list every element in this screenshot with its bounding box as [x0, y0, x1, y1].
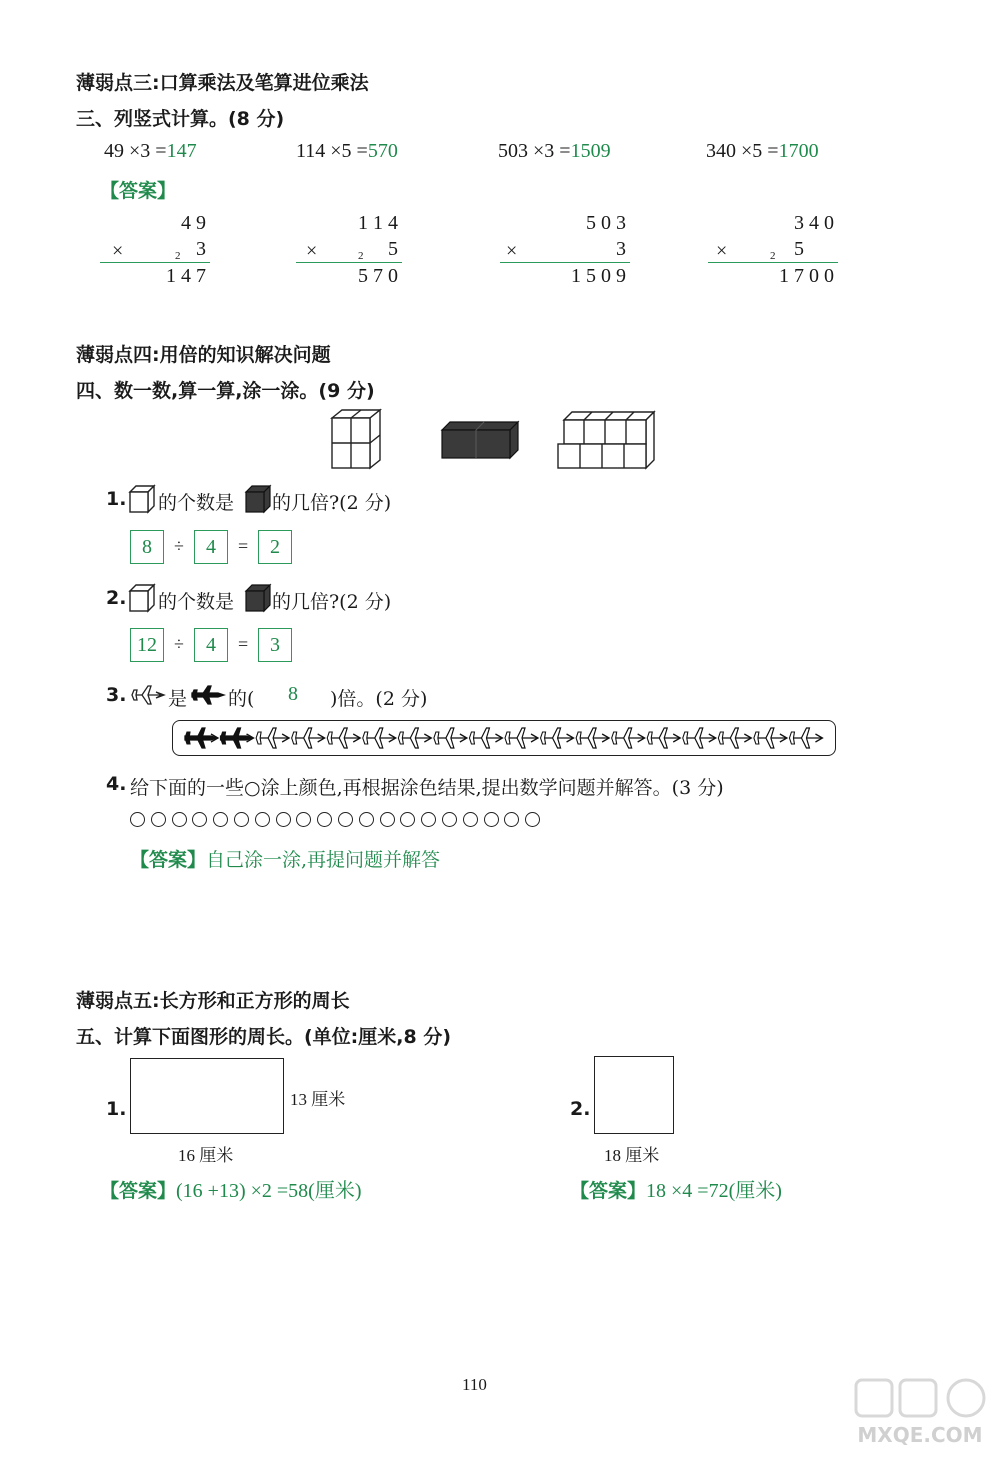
q1-answer-box-b[interactable]: 4 [194, 530, 228, 564]
vertical-calc-3 [500, 210, 630, 290]
white-plane-icon [541, 728, 574, 748]
vc-top: 4 9 [181, 212, 206, 234]
vc-bottom: 5 [794, 238, 804, 260]
circle-item[interactable] [463, 812, 478, 827]
q4-answer [130, 845, 440, 872]
q2-text-b: 的几倍?(2 分) [272, 591, 392, 613]
vc-carry: 2 [358, 250, 364, 262]
q3-number: 3. [106, 684, 127, 706]
vc-result: 1 5 0 9 [571, 265, 626, 287]
black-plane-icon [221, 728, 254, 748]
problem-1 [104, 140, 197, 163]
circle-item[interactable] [400, 812, 415, 827]
q1-text-a: 的个数是 [158, 492, 235, 514]
white-plane-icon [469, 728, 502, 748]
vc-sign: × [716, 240, 728, 262]
answer-text: 自己涂一涂,再提问题并解答 [206, 849, 441, 871]
vc-carry: 2 [175, 250, 181, 262]
watermark-icon [850, 1372, 990, 1452]
section5-heading: 薄弱点五:长方形和正方形的周长 [76, 990, 350, 1012]
white-plane-icon [292, 728, 325, 748]
white-plane-icon [683, 728, 716, 748]
fig2-bottom-label: 18 厘米 [604, 1146, 660, 1165]
q1-text-b: 的几倍?(2 分) [272, 492, 392, 514]
fig1-number: 1. [106, 1098, 127, 1120]
fig2-number: 2. [570, 1098, 591, 1120]
black-plane-icon [190, 684, 226, 706]
q3-text-c: )倍。(2 分) [330, 688, 428, 710]
circle-item[interactable] [338, 812, 353, 827]
vertical-calc-2 [296, 210, 402, 290]
white-plane-icon [754, 728, 787, 748]
white-cube-row-icon [556, 408, 656, 470]
circle-item[interactable] [380, 812, 395, 827]
vertical-calc-4 [708, 210, 838, 290]
q2-number: 2. [106, 587, 127, 609]
problem-result: 570 [367, 140, 398, 162]
black-cube-stack-icon [440, 420, 520, 460]
square-figure [594, 1056, 674, 1134]
answer-text: (16 +13) ×2 =58(厘米) [176, 1180, 362, 1202]
vc-bottom: 5 [388, 238, 398, 260]
q1-answer-box-a[interactable]: 8 [130, 530, 164, 564]
q4-number: 4. [106, 773, 127, 795]
vc-line [500, 262, 630, 263]
q3-text-b: 的( [228, 688, 255, 710]
q2-equals: = [238, 634, 249, 654]
circle-item[interactable] [276, 812, 291, 827]
fig2-answer [570, 1174, 782, 1203]
problem-expr: 49 ×3 = [104, 140, 167, 162]
q4-text: 给下面的一些○涂上颜色,再根据涂色结果,提出数学问题并解答。(3 分) [130, 777, 724, 799]
vc-top: 5 0 3 [586, 212, 626, 234]
plane-row [172, 720, 836, 756]
circle-item[interactable] [525, 812, 540, 827]
problem-expr: 503 ×3 = [498, 140, 571, 162]
vc-result: 1 7 0 0 [779, 265, 834, 287]
black-cube-icon [244, 484, 272, 514]
vertical-calc-1 [100, 210, 210, 290]
circle-item[interactable] [484, 812, 499, 827]
problem-2 [296, 140, 398, 163]
vc-result: 1 4 7 [166, 265, 206, 287]
circle-item[interactable] [504, 812, 519, 827]
problem-3 [498, 140, 611, 163]
vc-result: 5 7 0 [358, 265, 398, 287]
white-plane-icon [327, 728, 360, 748]
section4-heading: 薄弱点四:用倍的知识解决问题 [76, 344, 331, 366]
circle-item[interactable] [192, 812, 207, 827]
answer-tag: 【答案】 [100, 180, 177, 202]
vc-line [100, 262, 210, 263]
white-plane-icon [256, 728, 289, 748]
problem-4 [706, 140, 819, 163]
fig1-bottom-label: 16 厘米 [178, 1146, 234, 1165]
section3-heading: 薄弱点三:口算乘法及笔算进位乘法 [76, 72, 369, 94]
vc-line [708, 262, 838, 263]
vc-carry: 2 [770, 250, 776, 262]
q1-equals: = [238, 536, 249, 556]
white-plane-icon [789, 728, 822, 748]
problem-expr: 114 ×5 = [296, 140, 368, 162]
white-plane-icon [647, 728, 680, 748]
white-plane-icon [363, 728, 396, 748]
black-cube-icon [244, 583, 272, 613]
section3-title: 三、列竖式计算。(8 分) [76, 108, 285, 130]
fig1-answer [100, 1174, 362, 1203]
circle-row[interactable] [130, 812, 546, 831]
answer-tag: 【答案】 [130, 849, 207, 871]
circle-item[interactable] [296, 812, 311, 827]
white-cube-icon [128, 484, 156, 514]
white-cube-icon [128, 583, 156, 613]
q3-text-a: 是 [168, 688, 188, 710]
q3-answer[interactable]: 8 [288, 683, 298, 705]
q2-text-a: 的个数是 [158, 591, 235, 613]
circle-item[interactable] [359, 812, 374, 827]
section5-title: 五、计算下面图形的周长。(单位:厘米,8 分) [76, 1026, 452, 1048]
circle-item[interactable] [421, 812, 436, 827]
white-cube-stack-icon [328, 408, 382, 470]
vc-bottom: 3 [196, 238, 206, 260]
circle-item[interactable] [317, 812, 332, 827]
section4-title: 四、数一数,算一算,涂一涂。(9 分) [76, 380, 375, 402]
q2-answer-box-b[interactable]: 4 [194, 628, 228, 662]
problem-expr: 340 ×5 = [706, 140, 779, 162]
circle-item[interactable] [442, 812, 457, 827]
q1-divide: ÷ [174, 536, 184, 556]
white-plane-icon [130, 684, 166, 706]
problem-result: 1700 [778, 140, 819, 162]
answer-text: 18 ×4 =72(厘米) [646, 1180, 782, 1202]
vc-line [296, 262, 402, 263]
white-plane-icon [434, 728, 467, 748]
plane-row-svg [175, 722, 835, 754]
watermark-logo [850, 1372, 990, 1452]
circle-item[interactable] [151, 812, 166, 827]
white-plane-icon [612, 728, 645, 748]
black-plane-icon [185, 728, 218, 748]
circle-item[interactable] [234, 812, 249, 827]
vc-top: 1 1 4 [358, 212, 398, 234]
fig1-side-label: 13 厘米 [290, 1090, 346, 1109]
vc-sign: × [112, 240, 124, 262]
answer-tag: 【答案】 [100, 1180, 177, 1202]
problem-result: 1509 [570, 140, 611, 162]
q1-number: 1. [106, 488, 127, 510]
problem-result: 147 [166, 140, 197, 162]
white-plane-icon [398, 728, 431, 748]
q2-answer-box-c[interactable]: 3 [258, 628, 292, 662]
circle-item[interactable] [213, 812, 228, 827]
page-number: 110 [462, 1375, 487, 1394]
white-plane-icon [576, 728, 609, 748]
circle-item[interactable] [172, 812, 187, 827]
vc-top: 3 4 0 [794, 212, 834, 234]
white-plane-icon [718, 728, 751, 748]
vc-sign: × [306, 240, 318, 262]
q2-divide: ÷ [174, 634, 184, 654]
white-plane-icon [505, 728, 538, 748]
q1-answer-box-c[interactable]: 2 [258, 530, 292, 564]
svg-text:MXQE.COM: MXQE.COM [857, 1423, 983, 1447]
rectangle-figure [130, 1058, 284, 1134]
circle-item[interactable] [255, 812, 270, 827]
vc-sign: × [506, 240, 518, 262]
answer-tag: 【答案】 [570, 1180, 647, 1202]
circle-item[interactable] [130, 812, 145, 827]
vc-bottom: 3 [616, 238, 626, 260]
q2-answer-box-a[interactable]: 12 [130, 628, 164, 662]
